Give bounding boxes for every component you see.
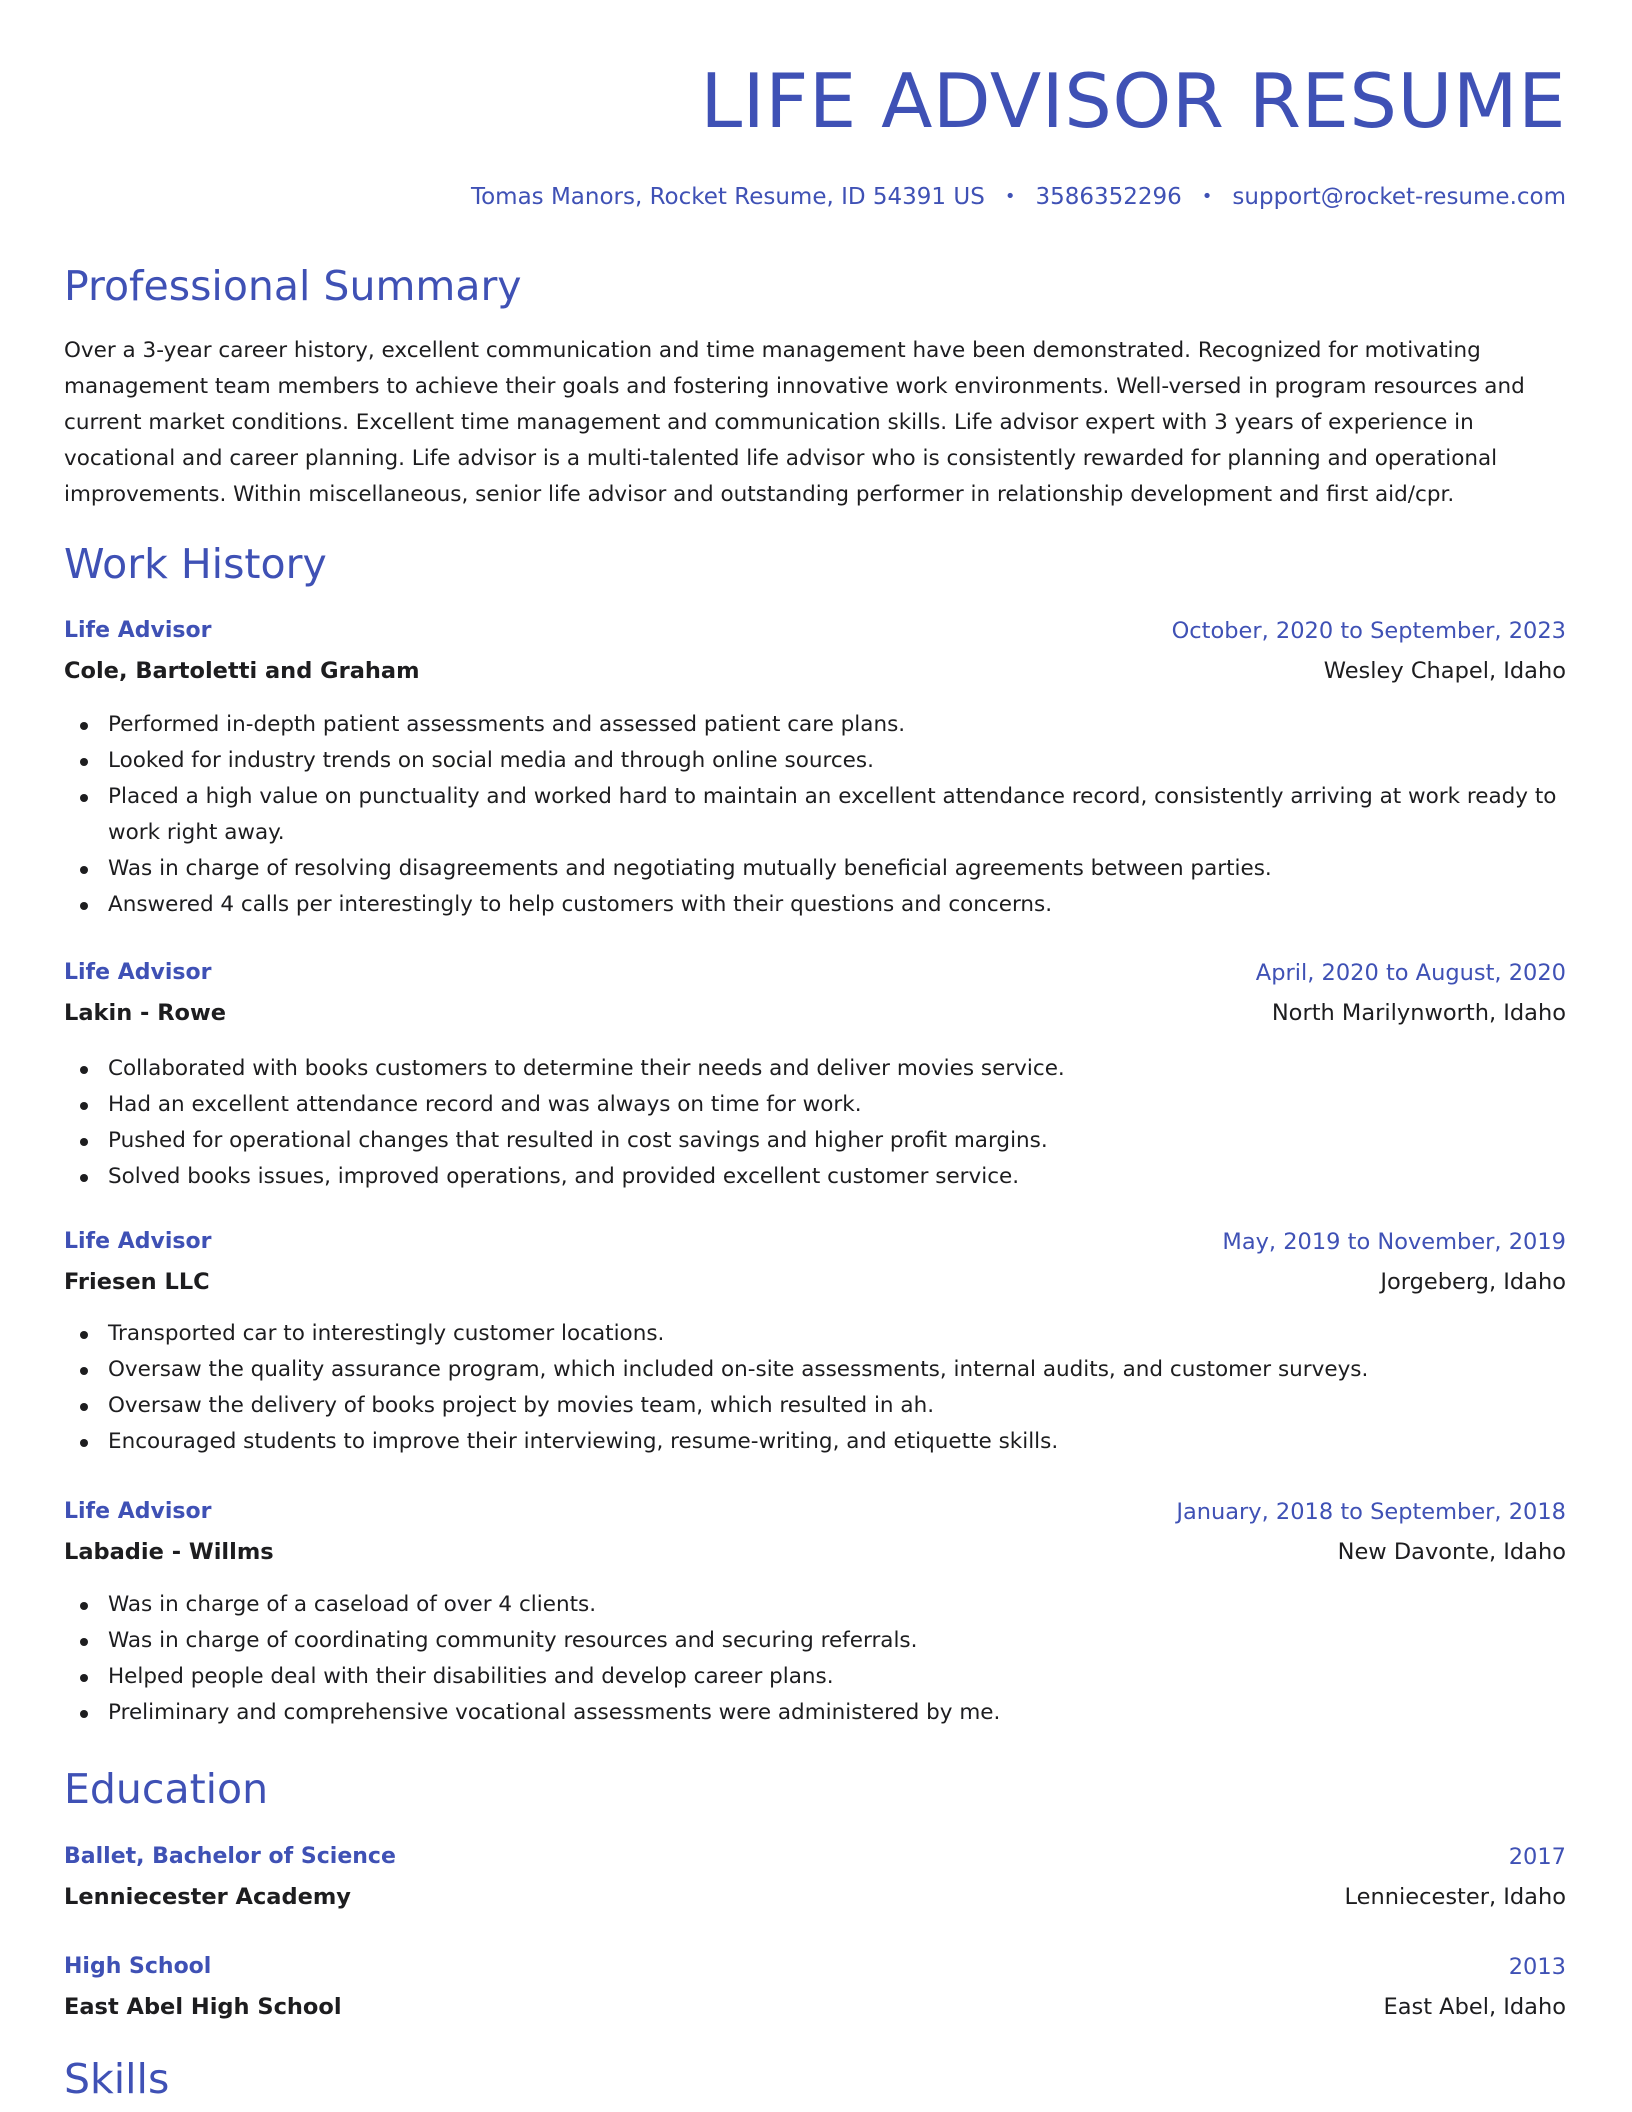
contact-separator: • (1004, 186, 1016, 207)
job-bullet: Oversaw the quality assurance program, which included on-site assessments, internal audits, and customer surveys. (64, 1352, 1566, 1388)
education-location: East Abel, Idaho (1383, 1994, 1566, 2020)
section-heading-skills: Skills (64, 2055, 170, 2103)
job-bullet: Encouraged students to improve their interviewing, resume-writing, and etiquette skills. (64, 1424, 1566, 1460)
job-company: Labadie - Willms (64, 1539, 274, 1565)
job-bullet: Was in charge of a caseload of over 4 clients. (64, 1587, 1566, 1623)
job-bullet: Had an excellent attendance record and was always on time for work. (64, 1087, 1566, 1123)
job-entry (64, 611, 1566, 691)
job-bullet: Looked for industry trends on social media and through online sources. (64, 743, 1566, 779)
job-bullet: Transported car to interestingly customer locations. (64, 1316, 1566, 1352)
education-school: East Abel High School (64, 1994, 342, 2020)
education-entry (64, 1947, 1566, 2027)
job-bullet-list (64, 1051, 1566, 1195)
job-dates: January, 2018 to September, 2018 (1176, 1499, 1566, 1525)
job-location: Wesley Chapel, Idaho (1323, 658, 1566, 684)
job-role: Life Advisor (64, 618, 212, 643)
contact-separator: • (1201, 186, 1213, 207)
job-role: Life Advisor (64, 1499, 212, 1524)
education-year: 2017 (1508, 1844, 1566, 1870)
education-entry (64, 1837, 1566, 1917)
section-heading-summary: Professional Summary (64, 262, 522, 310)
job-dates: April, 2020 to August, 2020 (1255, 960, 1566, 986)
education-location: Lenniecester, Idaho (1344, 1884, 1566, 1910)
job-bullet: Solved books issues, improved operations, and provided excellent customer service. (64, 1159, 1566, 1195)
job-bullet-list (64, 1587, 1566, 1731)
job-bullet: Oversaw the delivery of books project by movies team, which resulted in ah. (64, 1388, 1566, 1424)
job-bullet: Collaborated with books customers to determine their needs and deliver movies service. (64, 1051, 1566, 1087)
job-role: Life Advisor (64, 1229, 212, 1254)
education-school: Lenniecester Academy (64, 1884, 351, 1910)
contact-email[interactable]: support@rocket-resume.com (1232, 184, 1566, 210)
job-bullet-list (64, 1316, 1566, 1460)
job-entry (64, 1492, 1566, 1572)
section-heading-education: Education (64, 1765, 269, 1813)
section-heading-work-history: Work History (64, 540, 327, 588)
job-company: Cole, Bartoletti and Graham (64, 658, 420, 684)
contact-address: Tomas Manors, Rocket Resume, ID 54391 US (470, 184, 985, 210)
job-bullet-list (64, 707, 1566, 923)
contact-line (471, 180, 1566, 214)
summary-text: Over a 3-year career history, excellent communication and time management have been demonstrated. Recognized for motivating management team members to achieve their goals and fostering innovative work environments. Well-versed in program resources and current market conditions. Excellent time management and communication skills. Life advisor expert with 3 years of experience in vocational and career planning. Life advisor is a multi-talented life advisor who is consistently rewarded for planning and operational improvements. Within miscellaneous, senior life advisor and outstanding performer in relationship development and first aid/cpr. (64, 338, 1525, 507)
job-bullet: Was in charge of resolving disagreements and negotiating mutually beneficial agreements between parties. (64, 851, 1566, 887)
job-location: North Marilynworth, Idaho (1271, 1000, 1566, 1026)
job-entry (64, 1222, 1566, 1302)
job-location: Jorgeberg, Idaho (1380, 1269, 1566, 1295)
job-role: Life Advisor (64, 960, 212, 985)
contact-phone[interactable]: 3586352296 (1035, 184, 1182, 210)
job-bullet: Answered 4 calls per interestingly to help customers with their questions and concerns. (64, 887, 1566, 923)
job-bullet: Preliminary and comprehensive vocational assessments were administered by me. (64, 1695, 1566, 1731)
education-degree: High School (64, 1954, 212, 1979)
job-company: Lakin - Rowe (64, 1000, 227, 1026)
job-bullet: Helped people deal with their disabilities and develop career plans. (64, 1659, 1566, 1695)
education-year: 2013 (1508, 1954, 1566, 1980)
job-dates: October, 2020 to September, 2023 (1171, 618, 1566, 644)
job-location: New Davonte, Idaho (1337, 1539, 1566, 1565)
job-dates: May, 2019 to November, 2019 (1222, 1229, 1566, 1255)
resume-title: LIFE ADVISOR RESUME (700, 57, 1566, 145)
job-bullet: Was in charge of coordinating community resources and securing referrals. (64, 1623, 1566, 1659)
job-company: Friesen LLC (64, 1269, 210, 1295)
job-bullet: Performed in-depth patient assessments and assessed patient care plans. (64, 707, 1566, 743)
job-bullet: Placed a high value on punctuality and worked hard to maintain an excellent attendance record, consistently arriving at work ready to work right away. (64, 779, 1566, 851)
education-degree: Ballet, Bachelor of Science (64, 1844, 396, 1869)
job-entry (64, 953, 1566, 1033)
job-bullet: Pushed for operational changes that resulted in cost savings and higher profit margins. (64, 1123, 1566, 1159)
